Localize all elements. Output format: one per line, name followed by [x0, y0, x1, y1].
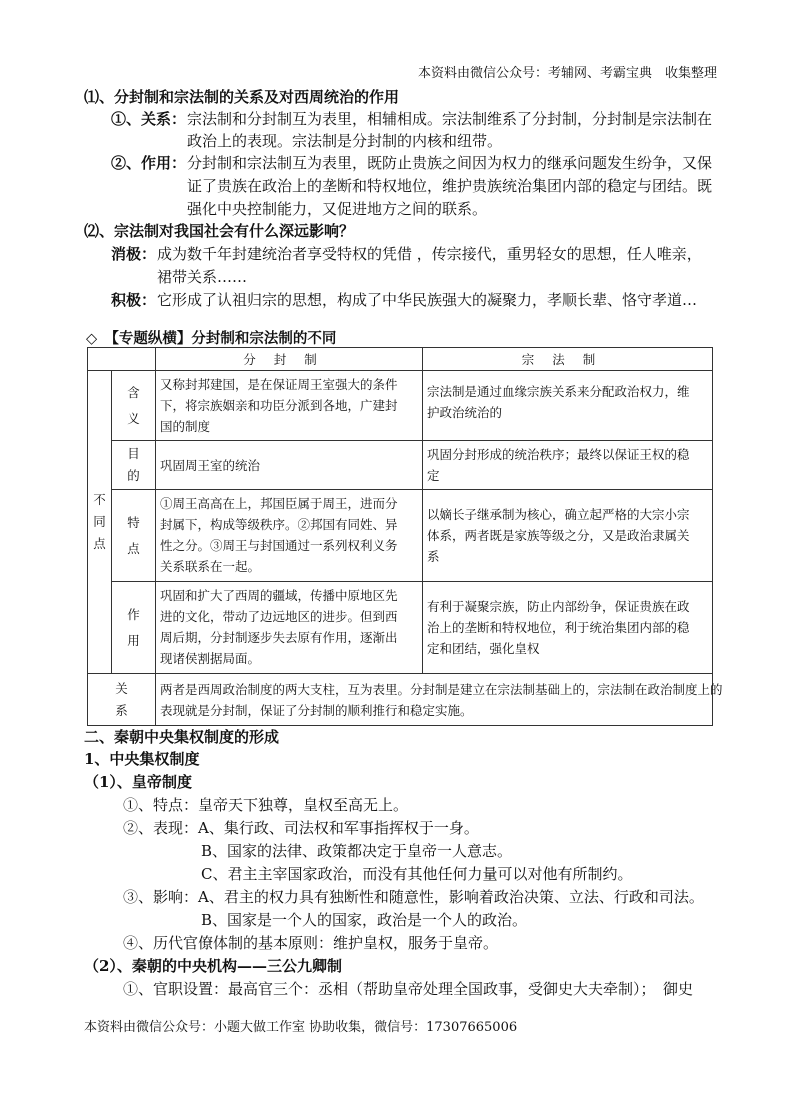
group-label-cell — [88, 371, 112, 674]
col-header-zongfa: 宗法制 — [423, 348, 713, 371]
negative-line-1: 成为数千年封建统治者享受特权的凭借 ，传宗接代，重男轻女的思想，任人唯亲， — [157, 245, 702, 263]
zongfa-mudi — [423, 441, 713, 490]
table-row — [88, 490, 713, 582]
relation-line-1: 宗法制和分封制互为表里，相辅相成。宗法制维系了分封制，分封制是宗法制在 — [187, 110, 713, 128]
cell-line: 系 — [427, 549, 440, 564]
function-label: ②、作用： — [111, 154, 187, 172]
cell-line: 以嫡长子继承制为核心，确立起严格的大宗小宗 — [427, 507, 690, 522]
expression-line-a: ②、表现：A、集行政、司法权和军事指挥权于一身。 — [123, 819, 479, 837]
expression-line-c: C、君主主宰国家政治，而没有其他任何力量可以对他有所制约。 — [201, 865, 633, 883]
row-label-cell — [112, 582, 156, 674]
fenfeng-zuoyong — [156, 582, 423, 674]
section1-title: ⑴、分封制和宗法制的关系及对西周统治的作用 — [84, 88, 400, 106]
relation-label: ①、关系： — [111, 110, 187, 128]
table-row — [88, 674, 713, 726]
cell-line: 关系联系在一起。 — [160, 559, 261, 574]
header-note: 本资料由微信公众号：考辅网、考霸宝典 收集整理 — [418, 66, 718, 81]
table-header-row — [88, 348, 713, 371]
cell-line: ①周王高高在上，邦国臣属于周王，进而分 — [160, 496, 398, 511]
cell-line: 下，将宗族姻亲和功臣分派到各地，广建封 — [160, 398, 398, 413]
row-label-cell — [112, 490, 156, 582]
cell-line: 两者是西周政治制度的两大支柱，互为表里。分封制是建立在宗法制基础上的，宗法制在政治制度上的 — [160, 681, 723, 697]
cell-line: 性之分。③周王与封国通过一系列权利义务 — [160, 538, 398, 553]
negative-line-2: 裙带关系…… — [157, 268, 248, 286]
cell-line: 定和团结，强化皇权 — [427, 641, 540, 656]
cell-line: 宗法制是通过血缘宗族关系来分配政治权力，维 — [427, 384, 690, 399]
principle-line: ④、历代官僚体制的基本原则：维护皇权，服务于皇帝。 — [123, 934, 499, 952]
positive-label: 积极： — [111, 291, 157, 309]
group-label: 不同点 — [93, 492, 106, 551]
row-label-mudi: 目的 — [127, 446, 140, 483]
function-line-1: 分封制和宗法制互为表里，既防止贵族之间因为权力的继承问题发生纷争，又保 — [187, 154, 713, 172]
fenfeng-hanyi — [156, 371, 423, 441]
positive-text: 它形成了认祖归宗的思想，构成了中华民族强大的凝聚力，孝顺长辈、恪守孝道… — [157, 291, 698, 309]
part2-sub1-2: （2）、秦朝的中央机构——三公九卿制 — [84, 957, 342, 975]
cell-line: 护政治统治的 — [427, 405, 503, 420]
table-row — [88, 441, 713, 490]
row-label-cell — [88, 674, 156, 726]
negative-label: 消极： — [111, 245, 157, 263]
relation-cell — [156, 674, 723, 726]
impact-line-b: B、国家是一个人的国家，政治是一个人的政治。 — [201, 911, 528, 929]
col-header-fenfeng: 分封制 — [156, 348, 423, 371]
function-line-2: 证了贵族在政治上的垄断和特权地位，维护贵族统治集团内部的稳定与团结。既 — [187, 177, 713, 195]
row-label-zuoyong: 作用 — [127, 606, 140, 648]
zongfa-zuoyong — [423, 582, 713, 674]
cell-line: 进的文化，带动了边远地区的进步。但到西 — [160, 609, 398, 624]
part2-sub1: 1、中央集权制度 — [84, 750, 200, 768]
zongfa-tedian — [423, 490, 713, 582]
cell-line: 现诸侯割据局面。 — [160, 651, 261, 666]
cell-line: 巩固分封形成的统治秩序；最终以保证王权的稳 — [427, 447, 690, 462]
function-line-3: 强化中央控制能力，又促进地方之间的联系。 — [187, 200, 488, 218]
cell-line: 表现就是分封制，保证了分封制的顺利推行和稳定实施。 — [160, 702, 473, 718]
impact-line-a: ③、影响：A、君主的权力具有独断性和随意性，影响着政治决策、立法、行政和司法。 — [123, 888, 704, 906]
row-label-tedian: 特点 — [127, 514, 140, 556]
cell-line: 有利于凝聚宗族，防止内部纷争，保证贵族在政 — [427, 599, 690, 614]
cell-line: 定 — [427, 468, 440, 483]
row-label-guanxi: 关系 — [115, 680, 128, 718]
table-row — [88, 582, 713, 674]
row-label-cell — [112, 371, 156, 441]
expression-line-b: B、国家的法律、政策都决定于皇帝一人意志。 — [201, 842, 513, 860]
cell-line: 国的制度 — [160, 419, 211, 434]
part2-sub1-1: （1）、皇帝制度 — [84, 773, 192, 791]
fenfeng-tedian — [156, 490, 423, 582]
row-label-hanyi: 含义 — [127, 384, 140, 426]
cell-line: 封属下，构成等级秩序。②邦国有同姓、异 — [160, 517, 398, 532]
cell-line: 巩固周王室的统治 — [160, 457, 261, 473]
cell-line: 周后期，分封制逐步失去原有作用，逐渐出 — [160, 630, 398, 645]
footer-note: 本资料由微信公众号：小题大做工作室 协助收集，微信号：17307665006 — [84, 1020, 518, 1035]
relation-line-2: 政治上的表现。宗法制是分封制的内核和纽带。 — [187, 132, 503, 150]
cell-line: 又称封邦建国，是在保证周王室强大的条件 — [160, 377, 398, 392]
fenfeng-mudi — [156, 441, 423, 490]
feature-line: ①、特点：皇帝天下独尊，皇权至高无上。 — [123, 796, 409, 814]
row-label-cell — [112, 441, 156, 490]
table-corner-cell — [88, 348, 156, 371]
table-row — [88, 371, 713, 441]
cell-line: 治上的垄断和特权地位，利于统治集团内部的稳 — [427, 620, 690, 635]
cell-line: 体系，两者既是家族等级之分，又是政治隶属关 — [427, 528, 690, 543]
zongfa-hanyi — [423, 371, 713, 441]
cell-line: 巩固和扩大了西周的疆域，传播中原地区先 — [160, 588, 398, 603]
comparison-table — [87, 347, 723, 726]
topic-title: ◇ 【专题纵横】分封制和宗法制的不同 — [86, 330, 337, 347]
section2-title: ⑵、宗法制对我国社会有什么深远影响？ — [84, 222, 355, 240]
part2-title: 二、秦朝中央集权制度的形成 — [84, 728, 280, 746]
official-setting-line: ①、官职设置：最高官三个：丞相（帮助皇帝处理全国政事，受御史大夫牵制）； 御史 — [123, 980, 694, 998]
